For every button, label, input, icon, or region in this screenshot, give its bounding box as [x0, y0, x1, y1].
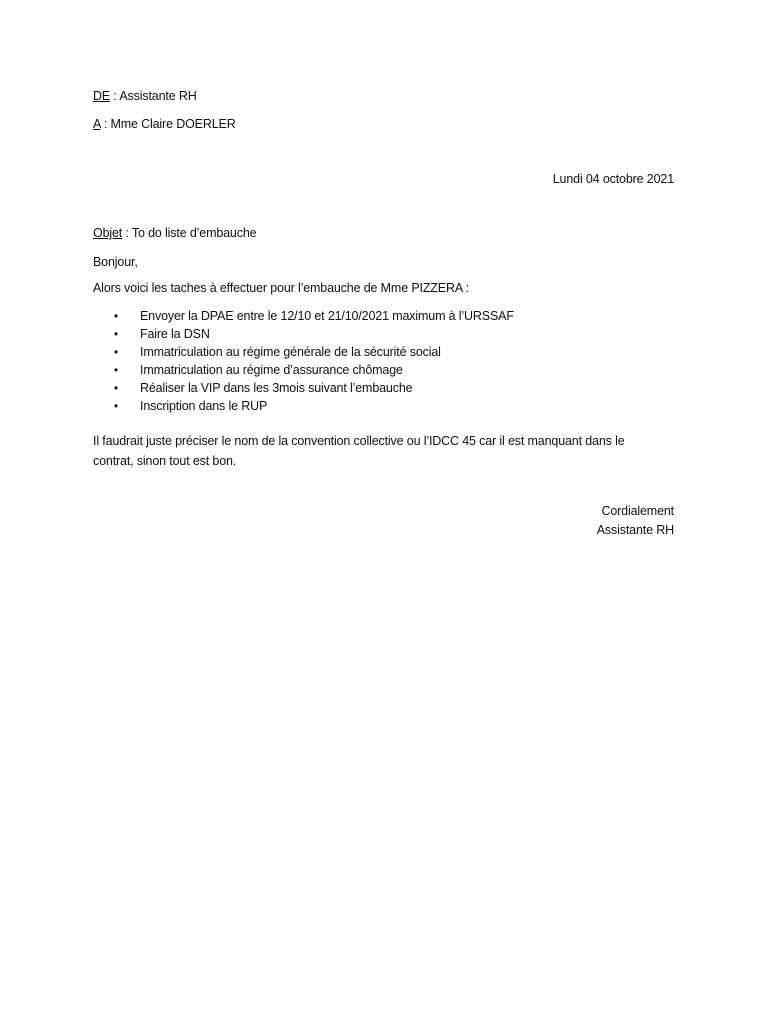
bullet-icon: • — [114, 345, 119, 359]
recipient-value: : Mme Claire DOERLER — [100, 117, 236, 131]
letter-date: Lundi 04 octobre 2021 — [552, 172, 674, 186]
recipient-line — [93, 116, 236, 132]
body-paragraph-line-2: contrat, sinon tout est bon. — [93, 454, 237, 468]
bullet-icon: • — [114, 309, 119, 323]
subject-line — [93, 225, 256, 241]
sender-line — [93, 88, 197, 104]
bullet-icon: • — [114, 399, 119, 413]
task-text: Envoyer la DPAE entre le 12/10 et 21/10/2021 maximum à l’URSSAF — [140, 309, 514, 323]
body-paragraph-line-1: Il faudrait juste préciser le nom de la convention collective ou l’IDCC 45 car il est manquant dans le — [93, 434, 625, 448]
recipient-label: A — [93, 117, 101, 131]
greeting: Bonjour, — [93, 255, 138, 269]
closing-salutation: Cordialement — [601, 504, 674, 518]
task-text: Faire la DSN — [140, 327, 210, 341]
sender-value: : Assistante RH — [110, 89, 197, 103]
bullet-icon: • — [114, 363, 119, 377]
bullet-icon: • — [114, 381, 119, 395]
signature: Assistante RH — [596, 523, 674, 537]
task-text: Inscription dans le RUP — [140, 399, 268, 413]
task-text: Immatriculation au régime générale de la sécurité social — [140, 345, 441, 359]
intro-paragraph: Alors voici les taches à effectuer pour l’embauche de Mme PIZZERA : — [93, 281, 470, 295]
subject-value: : To do liste d’embauche — [122, 226, 257, 240]
bullet-icon: • — [114, 327, 119, 341]
subject-label: Objet — [93, 226, 123, 240]
task-text: Réaliser la VIP dans les 3mois suivant l’embauche — [140, 381, 413, 395]
sender-label: DE — [93, 89, 111, 103]
task-text: Immatriculation au régime d’assurance chômage — [140, 363, 403, 377]
